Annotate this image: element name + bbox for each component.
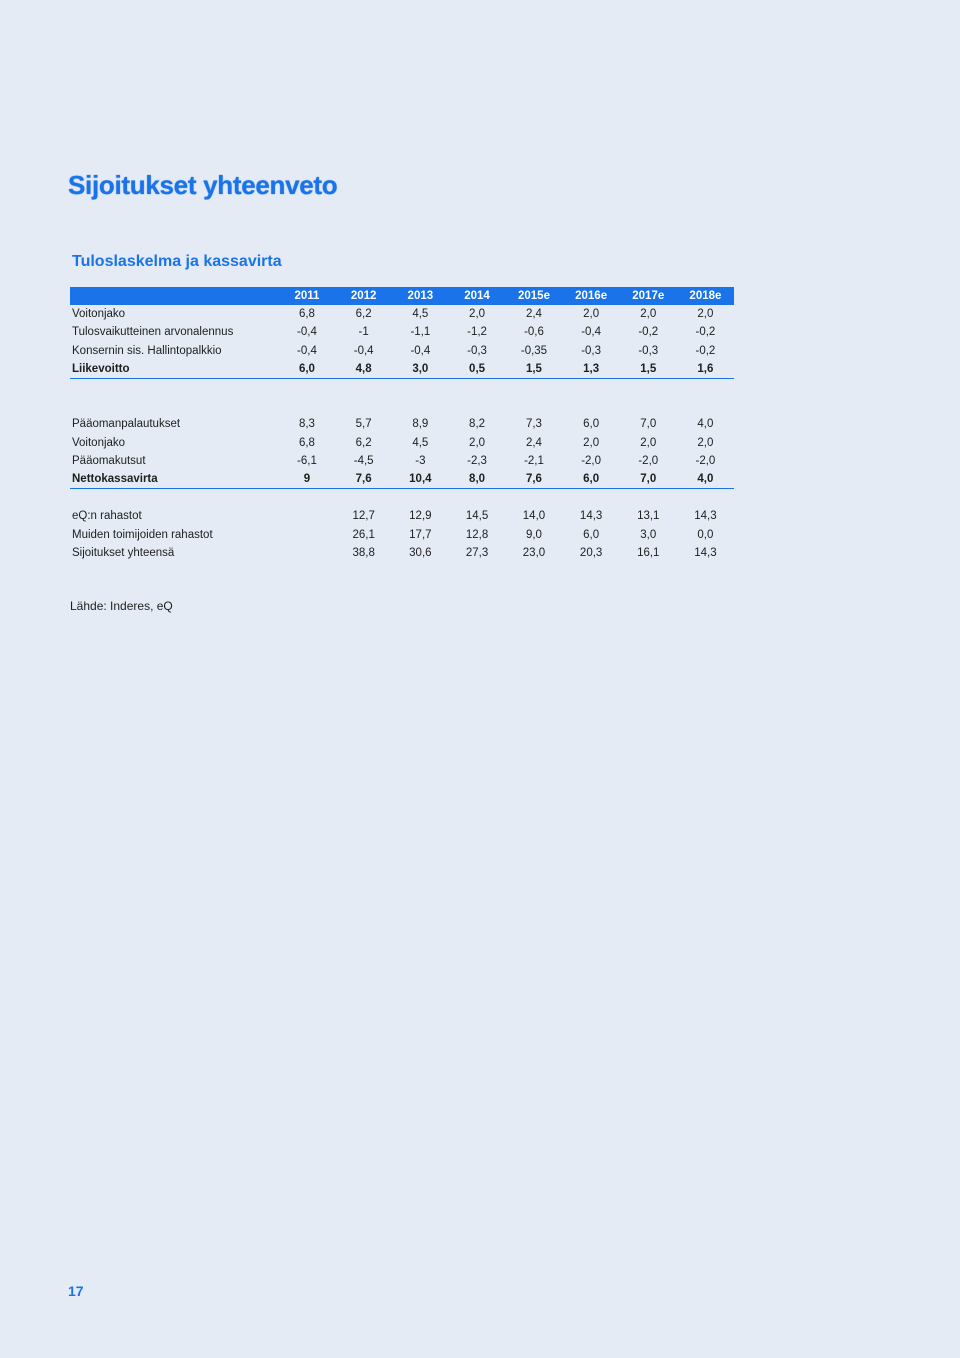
row-label: Sijoitukset yhteensä [72,546,175,559]
table-row [70,415,734,433]
column-header: 2015e [505,287,562,305]
table-cell: 4,5 [412,436,429,449]
table-cell: 1,5 [505,360,562,379]
table-cell: 2,0 [640,436,657,449]
table-cell: 9,0 [525,528,542,541]
table-cell: 7,6 [335,470,392,489]
table-row [70,452,734,470]
table-cell: 3,0 [640,528,657,541]
table-cell: 2,0 [640,308,657,321]
table-cell: 2,0 [469,436,486,449]
source-note: Lähde: Inderes, eQ [70,599,173,613]
table-cell: 2,0 [469,308,486,321]
table-row [70,507,734,525]
table-cell: 0,0 [697,528,714,541]
table-cell: -0,4 [410,344,431,357]
table-cell: 6,0 [563,470,620,489]
table-cell [279,544,336,562]
column-header: 2018e [677,287,734,305]
table-cell: 4,0 [677,470,734,489]
spacer-row [70,397,734,415]
spacer-row [70,489,734,508]
table-cell: 38,8 [352,546,375,559]
table-cell: 9 [279,470,336,489]
table-cell: 12,7 [352,510,375,523]
table-row [70,544,734,562]
column-header: 2016e [563,287,620,305]
table-cell: 13,1 [637,510,660,523]
table-cell: 6,8 [298,308,315,321]
table-cell: -0,4 [581,326,602,339]
table-row [70,360,734,379]
table-cell: 12,9 [409,510,432,523]
table-cell: 2,0 [697,436,714,449]
table-cell: 2,4 [525,308,542,321]
summary-table [70,287,734,562]
table-cell: 6,0 [583,528,600,541]
section-title: Tuloslaskelma ja kassavirta [72,253,282,270]
table-cell: -2,0 [638,454,659,467]
table-cell: 6,8 [298,436,315,449]
table-cell: -0,4 [297,344,317,357]
table-cell: 6,0 [583,418,600,431]
table-cell: 0,5 [449,360,506,379]
table-header-row [70,287,734,305]
table-row [70,525,734,543]
row-label: Pääomanpalautukset [72,418,181,431]
table-cell: -2,3 [467,454,487,467]
table-cell: 4,5 [412,308,429,321]
table-cell: -0,2 [638,326,659,339]
table-cell: -0,3 [638,344,659,357]
table-cell [279,507,336,525]
table-row [70,305,734,323]
table-cell: -0,4 [297,326,317,339]
table-cell: 7,3 [525,418,542,431]
row-label: Tulosvaikutteinen arvonalennus [72,326,234,339]
table-cell: -0,3 [467,344,487,357]
table-cell: 8,9 [412,418,429,431]
table-cell: 14,5 [465,510,489,523]
table-cell: 12,8 [465,528,489,541]
table-cell: -0,2 [695,326,716,339]
table-cell: 3,0 [392,360,449,379]
table-cell: 2,0 [697,308,714,321]
row-label: Pääomakutsut [72,454,146,467]
row-label: Voitonjako [72,436,126,449]
table-cell: 27,3 [465,546,489,559]
table-cell: 10,4 [392,470,449,489]
row-label: eQ:n rahastot [72,510,142,523]
table-cell: 7,6 [505,470,562,489]
table-row [70,342,734,360]
table-row [70,470,734,489]
table-cell: -2,0 [695,454,716,467]
table-cell [279,525,336,543]
row-label: Nettokassavirta [70,470,279,489]
table-cell: 5,7 [355,418,372,431]
table-cell: -1 [358,326,369,339]
column-header: 2013 [392,287,449,305]
spacer-row [70,378,734,397]
table-cell: 20,3 [579,546,603,559]
table-cell: 4,8 [335,360,392,379]
table-cell: -2,0 [581,454,602,467]
page-title: Sijoitukset yhteenveto [68,170,338,200]
table-cell: -4,5 [353,454,374,467]
table-cell: -6,1 [297,454,317,467]
table-cell: 14,3 [694,546,717,559]
table-cell: -0,3 [581,344,602,357]
table-cell: -2,1 [524,454,544,467]
table-cell: -3 [415,454,426,467]
row-label: Konsernin sis. Hallintopalkkio [72,344,222,357]
table-cell: -1,1 [410,326,431,339]
table-cell: -0,35 [520,344,548,357]
table-cell: 16,1 [637,546,660,559]
table-cell: 1,3 [563,360,620,379]
table-cell: 7,0 [620,470,677,489]
column-header: 2012 [335,287,392,305]
table-cell: 6,0 [279,360,336,379]
table-cell: -0,4 [353,344,374,357]
table-cell: -0,6 [524,326,544,339]
table-cell: 17,7 [409,528,432,541]
table-cell: 2,0 [583,436,600,449]
column-header: 2017e [620,287,677,305]
table-cell: 7,0 [640,418,657,431]
table-cell: 8,2 [469,418,486,431]
table-cell: 14,3 [579,510,603,523]
table-cell: 1,5 [620,360,677,379]
table-cell: 14,0 [522,510,546,523]
table-cell: 26,1 [352,528,375,541]
row-label: Liikevoitto [70,360,279,379]
column-header: 2011 [279,287,336,305]
row-label: Muiden toimijoiden rahastot [72,528,213,541]
table-row [70,323,734,341]
column-header: 2014 [449,287,506,305]
table-cell: 8,3 [298,418,315,431]
table-cell: 30,6 [409,546,432,559]
table-cell: 6,2 [355,436,372,449]
table-cell: 8,0 [449,470,506,489]
table-cell: 6,2 [355,308,372,321]
table-cell: 1,6 [677,360,734,379]
page-number: 17 [68,1283,84,1299]
table-cell: 4,0 [697,418,714,431]
row-label: Voitonjako [72,308,126,321]
table-cell: -1,2 [467,326,487,339]
table-row [70,434,734,452]
table-cell: -0,2 [695,344,716,357]
table-cell: 23,0 [522,546,546,559]
table-cell: 2,0 [583,308,600,321]
header-label-cell [70,287,279,305]
table-cell: 14,3 [694,510,717,523]
table-cell: 2,4 [525,436,542,449]
